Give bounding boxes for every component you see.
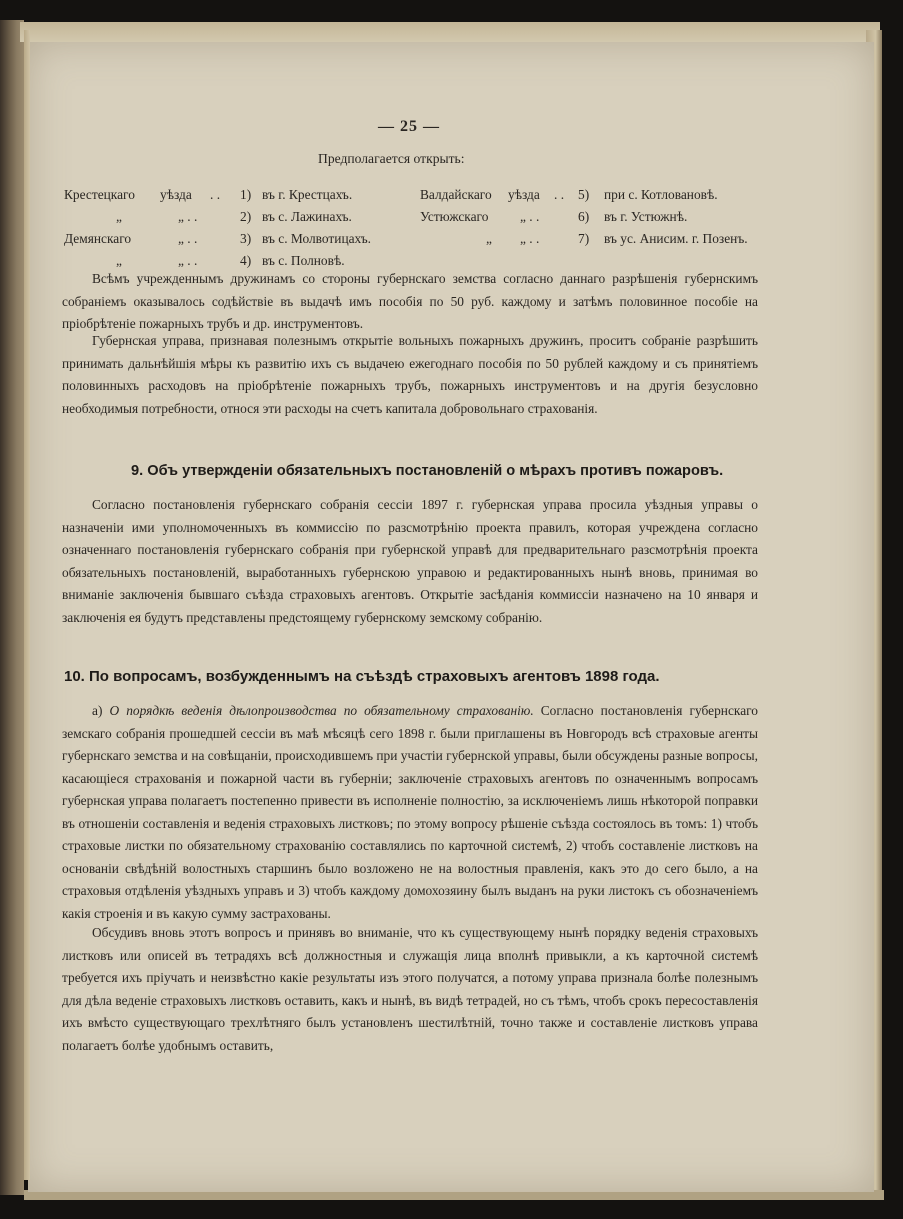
district-dots: „ . . [178,253,198,268]
item-italic-title: О порядкѣ веденія дѣлопроизводства по обязательному страхованію. [109,703,534,718]
paragraph-text [62,700,758,925]
item-label: а) [92,703,103,718]
district-place: въ г. Крестцахъ. [262,187,353,202]
paragraph-text: Обсудивъ вновь этотъ вопросъ и принявъ во вниманіе, что къ существующему нынѣ порядку веденія страховыхъ листковъ или описей въ тетрадяхъ всѣ должностныя и служащія лица вполнѣ привыкли, а къ карточной системѣ требуется ихъ пріучать и неизвѣстно какіе результаты изъ этого получатся, а потому управа признала болѣе полезнымъ для дѣла веденіе страховыхъ листковъ оставить, какъ и нынѣ, въ видѣ тетрадей, но съ тѣмъ, чтобъ срокъ пересоставленія ихъ вмѣсто существующаго трехлѣтняго былъ установленъ шестилѣтній, точно также и составленіе листковъ управа полагаетъ болѣе удобнымъ оставить, [62,925,758,1053]
district-place: въ с. Молвотицахъ. [262,231,372,246]
district-uezd: Демянскаго [64,231,132,246]
district-place: въ г. Устюжнѣ. [604,209,688,224]
district-num: 2) [240,209,252,224]
paragraph-request [62,330,758,420]
district-word: уѣзда [508,187,540,202]
district-num: 6) [578,209,590,224]
district-num: 1) [240,187,252,202]
district-num: 4) [240,253,252,268]
item-text: Согласно постановленія губернскаго земскаго собранія прошедшей сессіи въ маѣ мѣсяцѣ сего 1898 г. были приглашены въ Новгородъ всѣ страховые агенты губернскаго земства и на совѣщаніи, происходившемъ при участіи губернской управы, были обсуждены разные вопросы, касающіеся страхованія и пожарной части въ губерніи; заключеніе страховыхъ агентовъ по означеннымъ вопросамъ губернская управа полагаетъ постепенно привести въ исполненіе полностію, за исключеніемъ лишь нѣкоторой поправки въ отношеніи составленія и веденія страховыхъ листковъ; по этому вопросу рѣшеніе съѣзда состоялось въ томъ: 1) чтобъ страховые листки по обязательному страхованію составлялись по карточной системѣ, 2) чтобъ составленіе листковъ на основаніи свѣдѣній волостныхъ старшинъ было возложено не на волостныя правленія, какъ это до сего было, а на страховыя отдѣленія уѣздныхъ управъ и 3) чтобъ каждому домохозяину былъ выданъ на руки листокъ съ обозначеніемъ какія строенія и въ какую сумму застрахованы. [62,703,758,921]
district-dots: „ . . [520,231,540,246]
paragraph-text: Всѣмъ учрежденнымъ дружинамъ со стороны губернскаго земства согласно даннаго разрѣшенія губернскимъ собраніемъ оказывалось содѣйствіе въ выдачѣ имъ пособія по 50 руб. каждому и затѣмъ половинное пособіе на пріобрѣтеніе пожарныхъ трубъ и др. инструментовъ. [62,271,758,331]
district-num: 7) [578,231,590,246]
district-word: „ [486,231,492,246]
district-uezd: Валдайскаго [420,187,492,202]
district-word: „ [116,253,122,268]
section-9-title: 9. Объ утвержденіи обязательныхъ постановленій о мѣрахъ противъ пожаровъ. [131,463,724,479]
book-binding [0,20,24,1195]
book-cover-top [20,22,880,42]
district-dots: „ . . [520,209,540,224]
paragraph-support [62,268,758,336]
district-uezd: Крестецкаго [64,187,135,202]
section-10-a-body [62,700,758,925]
district-num: 5) [578,187,590,202]
district-place: при с. Котловановѣ. [604,187,718,202]
district-dots: „ . . [178,209,198,224]
district-word: „ [116,209,122,224]
page-number: — 25 — [378,118,440,135]
district-word: уѣзда [160,187,192,202]
page-spine-edge [24,30,30,1180]
district-num: 3) [240,231,252,246]
district-uezd: Устюжскаго [420,209,489,224]
district-dots: . . [210,187,221,202]
intro-heading: Предполагается открыть: [318,151,465,166]
district-dots: . . [554,187,565,202]
section-10-title: 10. По вопросамъ, возбужденнымъ на съѣздѣ страховыхъ агентовъ 1898 года. [64,668,660,685]
paragraph-text: Согласно постановленія губернскаго собранія сессіи 1897 г. губернская управа просила уѣздныя управы о назначеніи ими уполномоченныхъ въ коммиссію по разсмотрѣнію проекта правилъ, которая учреждена согласно означеннаго постановленія губернскаго собранія при губернской управѣ для предварительнаго разсмотрѣнія проекта обязательныхъ постановленій, выработанныхъ губернскою управою и редактированныхъ нынѣ вновь, принимая во вниманіе заключенія бывшаго съѣзда страховыхъ агентовъ. Открытіе засѣданія коммиссіи назначено на 10 января и заключенія ея будутъ представлены предстоящему губернскому земскому собранію. [62,497,758,625]
district-place: въ с. Полновѣ. [262,253,345,268]
section-10-b-body [62,922,758,1057]
paragraph-text: Губернская управа, признавая полезнымъ открытіе вольныхъ пожарныхъ дружинъ, проситъ собраніе разрѣшить принимать дальнѣйшія мѣры къ развитію ихъ съ выдачею ежегоднаго пособія по 50 рублей каждому и съ принятіемъ половинныхъ расходовъ на пріобрѣтеніе пожарныхъ трубъ, пожарныхъ инструментовъ и на другія безусловно необходимыя потребности, относя эти расходы на счетъ капитала добровольнаго страхованія. [62,333,758,416]
district-dots: „ . . [178,231,198,246]
district-place: въ ус. Анисим. г. Позенъ. [604,231,748,246]
section-9-body [62,494,758,629]
district-place: въ с. Лажинахъ. [262,209,352,224]
